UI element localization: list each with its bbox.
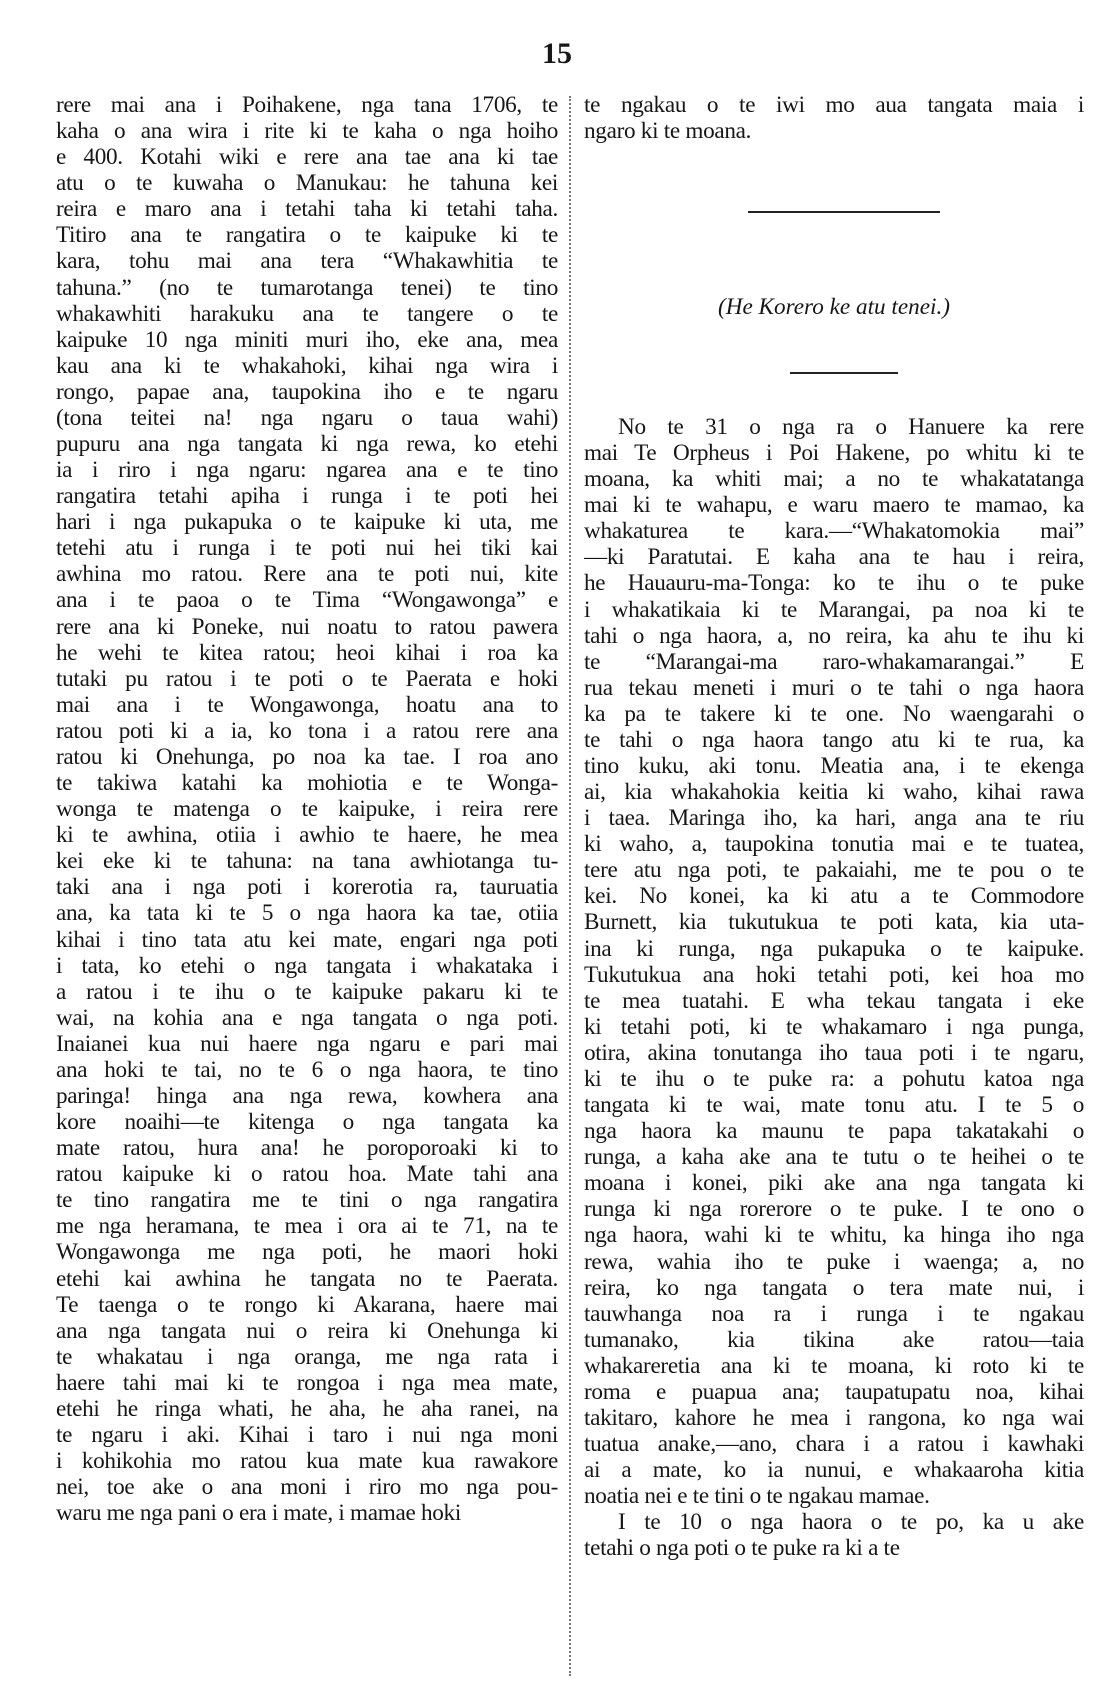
text-line: rangatira tetahi apiha i runga i te poti hei	[56, 483, 558, 510]
text-line: kihai i tino tata atu kei mate, engari nga poti	[56, 926, 558, 953]
text-line: rere ana ki Poneke, nui noatu to ratou pawera	[56, 613, 558, 640]
text-line: pupuru ana nga tangata ki nga rewa, ko etehi	[56, 431, 558, 458]
text-line: whakaturea te kara.—“Whakatomokia mai”	[584, 518, 1084, 545]
text-line: a ratou i te ihu o te kaipuke pakaru ki te	[56, 978, 558, 1005]
text-line: runga ki nga rorerore o te puke. I te ono o	[584, 1196, 1084, 1223]
text-line: he wehi te kitea ratou; heoi kihai i roa ka	[56, 639, 558, 666]
section-subheading: (He Korero ke atu tenei.)	[717, 294, 950, 320]
text-line: kara, tohu mai ana tera “Whakawhitia te	[56, 248, 558, 275]
text-line: ina ki runga, nga pukapuka o te kaipuke.	[584, 935, 1084, 962]
text-line: No te 31 o nga ra o Hanuere ka rere	[618, 414, 1084, 440]
text-line: mate ratou, hura ana! he poroporoaki ki to	[56, 1135, 558, 1162]
text-line: kaha o ana wira i rite ki te kaha o nga hoiho	[56, 118, 558, 145]
text-line: nei, toe ake o ana moni i riro mo nga pou-	[56, 1474, 558, 1501]
text-line: ngaro ki te moana.	[584, 118, 752, 145]
text-line: me nga heramana, te mea i ora ai te 71, na te	[56, 1213, 558, 1240]
text-line: e 400. Kotahi wiki e rere ana tae ana ki tae	[56, 144, 558, 171]
text-line: Wongawonga me nga poti, he maori hoki	[56, 1239, 558, 1266]
text-line: Titiro ana te rangatira o te kaipuke ki te	[56, 222, 558, 249]
text-line: takitaro, kahore he mea i rangona, ko nga wai	[584, 1404, 1084, 1431]
text-line: tangata ki te wai, mate tonu atu. I te 5 o	[584, 1092, 1084, 1119]
text-line: (tona teitei na! nga ngaru o taua wahi)	[56, 404, 558, 431]
text-line: te takiwa katahi ka mohiotia e te Wonga-	[56, 770, 558, 797]
text-line: whakawhiti harakuku ana te tangere o te	[56, 300, 558, 327]
text-line: kau ana ki te whakahoki, kihai nga wira i	[56, 352, 558, 379]
text-line: tahuna.” (no te tumarotanga tenei) te tino	[56, 274, 558, 301]
text-line: tuatua anake,—ano, chara i a ratou i kawhaki	[584, 1431, 1084, 1458]
text-line: ki tetahi poti, ki te whakamaro i nga punga,	[584, 1013, 1084, 1040]
text-line: te tahi o nga haora tango atu ki te rua, ka	[584, 726, 1084, 753]
text-line: tere atu nga poti, te pakaiahi, me te pou o te	[584, 857, 1084, 884]
text-line: te tino rangatira me te tini o nga rangatira	[56, 1187, 558, 1214]
text-line: ia i riro i nga ngaru: ngarea ana e te tino	[56, 457, 558, 484]
text-line: reira, ko nga tangata o tera mate nui, i	[584, 1274, 1084, 1301]
text-line: ki te awhina, otiia i awhio te haere, he mea	[56, 822, 558, 849]
text-line: rongo, papae ana, taupokina iho e te ngaru	[56, 378, 558, 405]
text-line: awhina mo ratou. Rere ana te poti nui, kite	[56, 561, 558, 588]
text-line: rua tekau meneti i muri o te tahi o nga haora	[584, 674, 1084, 701]
text-line: —ki Paratutai. E kaha ana te hau i reira,	[584, 544, 1084, 571]
text-line: i taea. Maringa iho, ka hari, anga ana te riu	[584, 805, 1084, 832]
text-line: ana hoki te tai, no te 6 o nga haora, te tino	[56, 1056, 558, 1083]
text-line: tauwhanga noa ra i runga i te ngakau	[584, 1300, 1084, 1327]
text-line: te whakatau i nga oranga, me nga rata i	[56, 1343, 558, 1370]
text-line: ki te ihu o te puke ra: a pohutu katoa nga	[584, 1065, 1084, 1092]
text-line: Te taenga o te rongo ki Akarana, haere mai	[56, 1291, 558, 1318]
text-line: kei. No konei, ka ki atu a te Commodore	[584, 883, 1084, 910]
left-column	[56, 92, 558, 1526]
text-line: paringa! hinga ana nga rewa, kowhera ana	[56, 1082, 558, 1109]
text-line: taki ana i nga poti i korerotia ra, tauruatia	[56, 874, 558, 901]
text-line: mai ki te wahapu, e waru maero te mamao, ka	[584, 492, 1084, 519]
text-line: atu o te kuwaha o Manukau: he tahuna kei	[56, 170, 558, 197]
text-line: ai, kia whakahokia keitia ki waho, kihai rawa	[584, 779, 1084, 806]
text-line: kei eke ki te tahuna: na tana awhiotanga tu-	[56, 848, 558, 875]
text-line: ai a mate, ko ia nunui, e whakaaroha kitia	[584, 1457, 1084, 1484]
text-line: roma e puapua ana; taupatupatu noa, kihai	[584, 1378, 1084, 1405]
text-line: Tukutukua ana hoki tetahi poti, kei hoa mo	[584, 961, 1084, 988]
text-line: ka pa te takere ki te one. No waengarahi o	[584, 700, 1084, 727]
text-line: noatia nei e te tini o te ngakau mamae.	[584, 1483, 930, 1510]
text-line: ana nga tangata nui o reira ki Onehunga ki	[56, 1317, 558, 1344]
text-line: tino kuku, aki tonu. Meatia ana, i te ekenga	[584, 753, 1084, 780]
text-line: tumanako, kia tikina ake ratou—taia	[584, 1326, 1084, 1353]
right-column-body	[584, 414, 1084, 1561]
text-line: moana, ka whiti mai; a no te whakatatanga	[584, 466, 1084, 493]
text-line: reira e maro ana i tetahi taha ki tetahi taha.	[56, 196, 558, 223]
text-line: nga haora, wahi ki te whitu, ka hinga iho nga	[584, 1222, 1084, 1249]
text-line: i whakatikaia ki te Marangai, pa noa ki te	[584, 596, 1084, 623]
text-line: ana, ka tata ki te 5 o nga haora ka tae, otiia	[56, 900, 558, 927]
right-column-top	[584, 92, 1084, 144]
text-line: haere tahi mai ki te rongoa i nga mea mate,	[56, 1369, 558, 1396]
text-line: ratou ki Onehunga, po noa ka tae. I roa ano	[56, 743, 558, 770]
text-line: ki waho, a, taupokina tonutia mai e te tuatea,	[584, 831, 1084, 858]
text-line: kaipuke 10 nga miniti muri iho, eke ana, mea	[56, 326, 558, 353]
text-line: i kohikohia mo ratou kua mate kua rawakore	[56, 1448, 558, 1475]
text-line: ratou poti ki a ia, ko tona i a ratou rere ana	[56, 717, 558, 744]
text-line: Burnett, kia tukutukua te poti kata, kia uta-	[584, 909, 1084, 936]
text-line: I te 10 o nga haora o te po, ka u ake	[618, 1509, 1084, 1536]
text-line: ana i te paoa o te Tima “Wongawonga” e	[56, 587, 558, 614]
text-line: te ngaru i aki. Kihai i taro i nui nga moni	[56, 1421, 558, 1448]
text-line: ratou kaipuke ki o ratou hoa. Mate tahi ana	[56, 1161, 558, 1188]
text-line: hari i nga pukapuka o te kaipuke ki uta, me	[56, 509, 558, 536]
text-line: kore noaihi—te kitenga o nga tangata ka	[56, 1109, 558, 1136]
text-line: mai Te Orpheus i Poi Hakene, po whitu ki te	[584, 440, 1084, 467]
text-line: etehi kai awhina he tangata no te Paerata.	[56, 1265, 558, 1292]
text-line: moana i konei, piki ake ana nga tangata ki	[584, 1170, 1084, 1197]
text-line: etehi he ringa whati, he aha, he aha ranei, na	[56, 1395, 558, 1422]
text-line: te ngakau o te iwi mo aua tangata maia i	[584, 92, 1084, 118]
text-line: tutaki pu ratou i te poti o te Paerata e hoki	[56, 665, 558, 692]
text-line: te “Marangai-ma raro-whakamarangai.” E	[584, 648, 1084, 675]
text-line: i tata, ko etehi o nga tangata i whakataka i	[56, 952, 558, 979]
section-rule-bottom	[790, 372, 898, 374]
section-rule-top	[748, 211, 940, 213]
text-line: wai, na kohia ana e nga tangata o nga poti.	[56, 1004, 558, 1031]
text-line: runga, a kaha ake ana te tutu o te heihei o te	[584, 1144, 1084, 1171]
text-line: mai ana i te Wongawonga, hoatu ana to	[56, 691, 558, 718]
column-divider	[569, 96, 571, 1676]
text-line: tetahi o nga poti o te puke ra ki a te	[584, 1535, 900, 1562]
page-number: 15	[542, 37, 572, 70]
text-line: whakareretia ana ki te moana, ki roto ki te	[584, 1352, 1084, 1379]
text-line: te mea tuatahi. E wha tekau tangata i eke	[584, 987, 1084, 1014]
text-line: rewa, wahia iho te puke i waenga; a, no	[584, 1248, 1084, 1275]
text-line: Inaianei kua nui haere nga ngaru e pari mai	[56, 1030, 558, 1057]
text-line: nga haora ka maunu te papa takatakahi o	[584, 1118, 1084, 1145]
text-line: waru me nga pani o era i mate, i mamae hoki	[56, 1500, 461, 1527]
text-line: rere mai ana i Poihakene, nga tana 1706, te	[56, 92, 558, 118]
text-line: tetehi atu i runga i te poti nui hei tiki kai	[56, 535, 558, 562]
text-line: he Hauauru-ma-Tonga: ko te ihu o te puke	[584, 570, 1084, 597]
text-line: tahi o nga haora, a, no reira, ka ahu te ihu ki	[584, 622, 1084, 649]
text-line: wonga te matenga o te kaipuke, i reira rere	[56, 796, 558, 823]
text-line: otira, akina tonutanga iho taua poti i te ngaru,	[584, 1039, 1084, 1066]
